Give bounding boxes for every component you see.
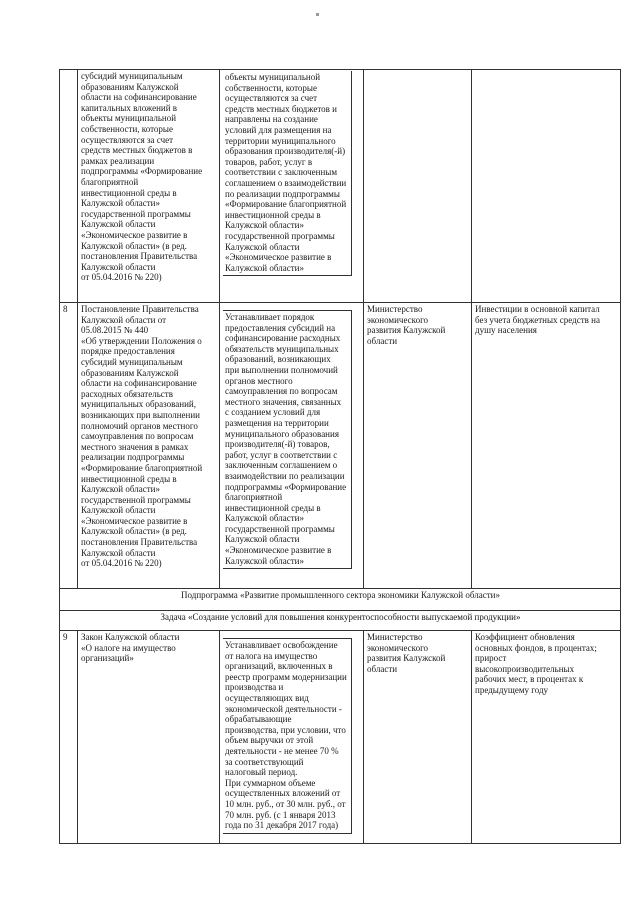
table-row — [60, 70, 621, 303]
description-text: Устанавливает освобождение от налога на имущество организаций, включенных в реестр программ модернизации производства и осуществляющих вид экономической деятельности - обрабатывающие производства, при условии, что объем выручки от этой деятельности - не менее 70 % за соответствующий налоговый период. При суммарном объеме осуществленных вложений от 10 млн. руб., от 30 млн. руб., от 70 млн. руб. (с 1 января 2013 года по 31 декабря 2017 года) — [223, 638, 352, 834]
responsible-org-cell: Министерство экономического развития Калужской области — [364, 631, 472, 844]
responsible-org-cell: Министерство экономического развития Калужской области — [364, 303, 472, 589]
row-number: 8 — [60, 303, 78, 589]
responsible-org-cell — [364, 70, 472, 303]
subprogram-title: Подпрограмма «Развитие промышленного сектора экономики Калужской области» — [60, 589, 621, 611]
subprogram-row — [60, 589, 621, 611]
description-text: объекты муниципальной собственности, которые осуществляются за счет средств местных бюджетов и направлены на создание условий для размещения на территории муниципального образования производителя(-й) товаров, работ, услуг в соответствии с заключенным соглашением о взаимодействии по реализации подпрограммы «Формирование благоприятной инвестиционной среды в Калужской области» государственной программы Калужской области «Экономическое развитие в Калужской области» — [223, 71, 352, 276]
description-cell — [220, 631, 364, 844]
indicator-cell — [472, 70, 621, 303]
description-text: Устанавливает порядок предоставления субсидий на софинансирование расходных обязательств муниципальных образований, возникающих при выполнении полномочий органов местного самоуправления по вопросам местного значения, связанных с созданием условий для размещения на территории муниципального образования производителя(-й) товаров, работ, услуг в соответствии с заключенным соглашением о взаимодействии по реализации подпрограммы «Формирование благоприятной инвестиционной среды в Калужской области» государственной программы Калужской области «Экономическое развитие в Калужской области» — [223, 310, 352, 569]
row-number: 9 — [60, 631, 78, 844]
legal-act-cell: Закон Калужской области «О налоге на имущество организаций» — [78, 631, 220, 844]
description-cell — [220, 303, 364, 589]
table-row — [60, 631, 621, 844]
document-table — [59, 69, 621, 844]
task-row — [60, 611, 621, 631]
indicator-cell: Коэффициент обновления основных фондов, в процентах; прирост высокопроизводительных рабочих мест, в процентах к предыдущему году — [472, 631, 621, 844]
description-cell — [220, 70, 364, 303]
task-title: Задача «Создание условий для повышения конкурентоспособности выпускаемой продукции» — [60, 611, 621, 631]
legal-act-cell: Постановление Правительства Калужской области от 05.08.2015 № 440 «Об утверждении Положения о порядке предоставления субсидий муниципальным образованиям Калужской области на софинансирование расходных обязательств муниципальных образований, возникающих при выполнении полномочий органов местного самоуправления по вопросам местного значения в рамках реализации подпрограммы «Формирование благоприятной инвестиционной среды в Калужской области» государственной программы Калужской области «Экономическое развитие в Калужской области» (в ред. постановления Правительства Калужской области от 05.04.2016 № 220) — [78, 303, 220, 589]
table-row — [60, 303, 621, 589]
row-number — [60, 70, 78, 303]
legal-act-cell: субсидий муниципальным образованиям Калужской области на софинансирование капитальных вложений в объекты муниципальной собственности, которые осуществляются за счет средств местных бюджетов в рамках реализации подпрограммы «Формирование благоприятной инвестиционной среды в Калужской области» государственной программы Калужской области «Экономическое развитие в Калужской области» (в ред. постановления Правительства Калужской области от 05.04.2016 № 220) — [78, 70, 220, 303]
indicator-cell: Инвестиции в основной капитал без учета бюджетных средств на душу населения — [472, 303, 621, 589]
page-mark — [316, 13, 319, 16]
